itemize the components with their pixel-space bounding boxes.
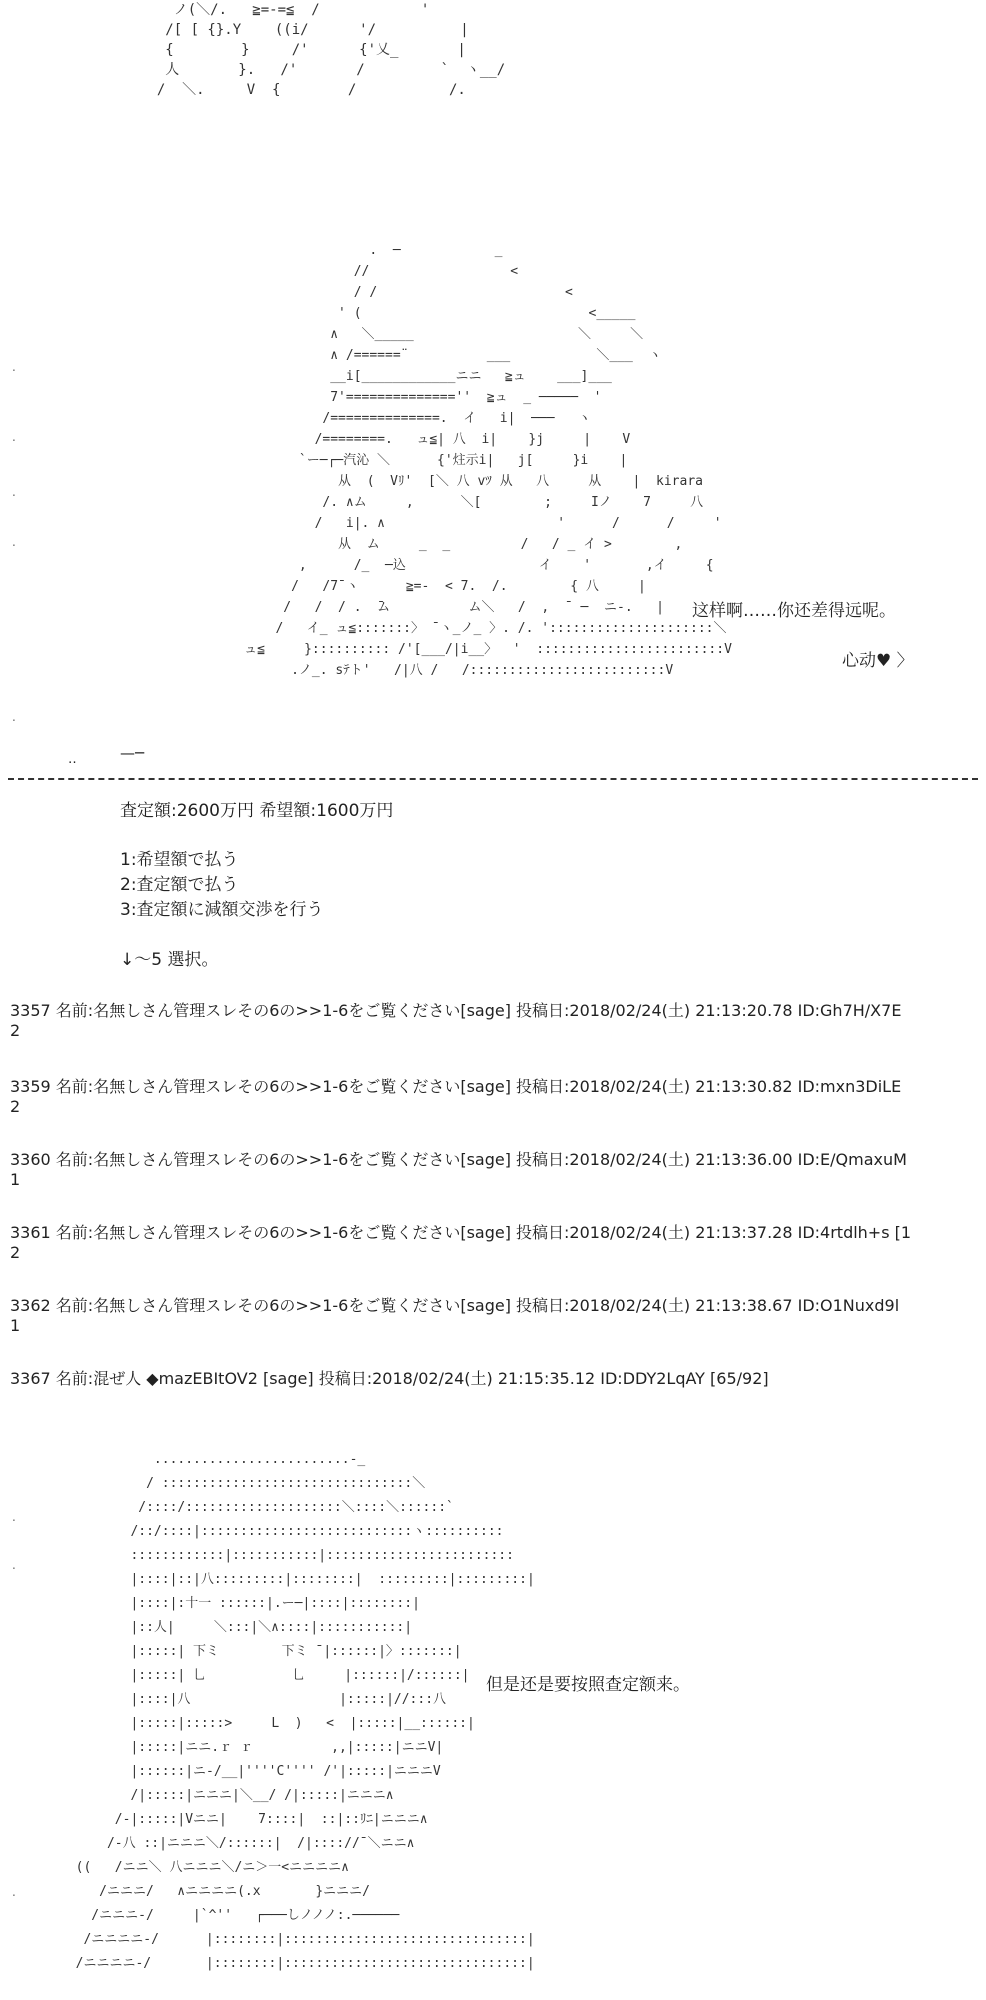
option-2: 2:査定額で払う	[120, 875, 239, 895]
speech-bottom: 但是还是要按照查定额来。	[486, 1675, 690, 1695]
speech-line-1: 这样啊……你还差得远呢。	[692, 601, 896, 621]
section-divider	[8, 778, 978, 780]
post-header: 3359 名前:名無しさん管理スレその6の>>1-6をご覧ください[sage] 投稿日:2018/02/24(土) 21:13:30.82 ID:mxn3DiLE	[10, 1077, 902, 1096]
post-header: 3367 名前:混ぜ人 ◆mazEBItOV2 [sage] 投稿日:2018/02/24(土) 21:15:35.12 ID:DDY2LqAY [65/92]	[10, 1369, 769, 1388]
speech-line-2: 心动♥ 〉	[842, 651, 914, 671]
option-3: 3:査定額に減額交渉を行う	[120, 900, 324, 920]
reply-post	[10, 1147, 907, 1189]
left-mark: —─	[120, 744, 145, 762]
left-mark: ‥	[68, 752, 77, 767]
post-body: 2	[10, 1021, 21, 1040]
post-body: 1	[10, 1316, 21, 1335]
margin-dot: .	[12, 360, 16, 374]
post-header: 3362 名前:名無しさん管理スレその6の>>1-6をご覧ください[sage] 投稿日:2018/02/24(土) 21:13:38.67 ID:O1Nuxd9l	[10, 1296, 900, 1315]
reply-post	[10, 1220, 911, 1262]
post-body: 1	[10, 1170, 21, 1189]
margin-dot: .	[12, 430, 16, 444]
margin-dot: .	[12, 1558, 16, 1572]
reply-post	[10, 998, 901, 1040]
post-body: 2	[10, 1243, 21, 1262]
select-instruction: ↓～5 選択。	[120, 950, 219, 970]
reply-post	[10, 1293, 899, 1335]
margin-dot: .	[12, 535, 16, 549]
post-header: 3357 名前:名無しさん管理スレその6の>>1-6をご覧ください[sage] 投稿日:2018/02/24(土) 21:13:20.78 ID:Gh7H/X7E	[10, 1001, 902, 1020]
ascii-art-top: ノ(＼/. ≧=-=≦ / ' /[ [ {}.Y ((i/ '/ | { } /' {'乂_ | 人 }. /' / ` ヽ__/ / ＼. V { / /.	[156, 2, 506, 98]
price-line: 査定額:2600万円 希望額:1600万円	[120, 801, 394, 821]
option-1: 1:希望額で払う	[120, 850, 239, 870]
author-post	[10, 1366, 769, 1389]
reply-post	[10, 1074, 901, 1116]
ascii-art-character: . ─ _ // < / / < ' ( <_____ ∧ ＼_____ ＼ ＼ ∧ /======¨ ___ ＼___ ヽ __i[____________ニニ ≧ュ ___]___ 7'=============='' ≧ュ _ ───── ' /==============. イ i| ─── ヽ /========. ュ≦| 八 i| }j | V `ー─┌─汽沁 ＼ {'炷示i| j[ }i | 从 ( Vﾘ' [＼ 八 vﾂ 从 八 从 | kirara /. ∧ム , ＼[ ; Iノ 7 八 / i|. ∧ ' / / ' 从 ム _ _ / / _ イ > , , /_ ─込 イ ' ,イ { / /7¯ヽ ≧=- < 7. /. { 八 | / / / . ̄ム ム＼ / , ̄ ─ ニ-. | / イ_ ュ≦:::::::〉 ̄ ヽ_ノ_ 〉. /. ':::::::::::::::::::::＼ ュ≦ }:::::::::: /'[___/|i__〉 ' ::::::::::::::::::::::::V .ノ_. sﾃト' /|八 / /:::::::::::::::::::::::::V	[244, 243, 732, 678]
margin-dot: .	[12, 1885, 16, 1899]
post-header: 3360 名前:名無しさん管理スレその6の>>1-6をご覧ください[sage] 投稿日:2018/02/24(土) 21:13:36.00 ID:E/QmaxuM	[10, 1150, 907, 1169]
post-header: 3361 名前:名無しさん管理スレその6の>>1-6をご覧ください[sage] 投稿日:2018/02/24(土) 21:13:37.28 ID:4rtdlh+s [1	[10, 1223, 912, 1242]
margin-dot: .	[12, 1510, 16, 1524]
margin-dot: .	[12, 485, 16, 499]
post-body: 2	[10, 1097, 21, 1116]
ascii-art-girl: .........................-_ / ::::::::::::::::::::::::::::::::＼ /::::/::::::::::::::::::::＼::::＼::::::` /::/::::|:::::::::::::::::::::::::::ヽ:::::::::: ::::::::::::|:::::::::::|:::::::::::::::::::::::: |::::|::|八:::::::::|::::::::| :::::::::|:::::::::| |::::|:十一 ::::::|.ー─|::::|::::::::| |::人| ＼:::|＼∧::::|:::::::::::| |:::::| 下ミ 下ミ ̄ |::::::|〉:::::::| |:::::| 乚 乚 |::::::|/::::::| |::::|八 |:::::|//:::八 |:::::|:::::> L ) < |:::::|__::::::| |:::::|ニニ.ｒ ｒ ,,|:::::|ニニV| |::::::|ニ-/__|''''C'''' /'|:::::|ニニニV /|:::::|ニニニ|＼__/ /|:::::|ニニニ∧ /-|:::::|Vニニ| 7::::| ::|::ﾘﾆ|ニニニ∧ /-八 ::|ニニニ＼/::::::| /|:::://¯＼ニニ∧ (( /ニニ＼ 八ニニニ＼/ニ＞一<ニニニニ∧ /ニニニ/ ∧ニニニニ(.x }ニニニ/ /ニニニ-/ |`^'' ┌───しノノノ:.────── /ニニニニ-/ |::::::::|:::::::::::::::::::::::::::::::| /ニニニニ-/ |::::::::|:::::::::::::::::::::::::::::::|	[75, 1452, 535, 1971]
margin-dot: .	[12, 710, 16, 724]
